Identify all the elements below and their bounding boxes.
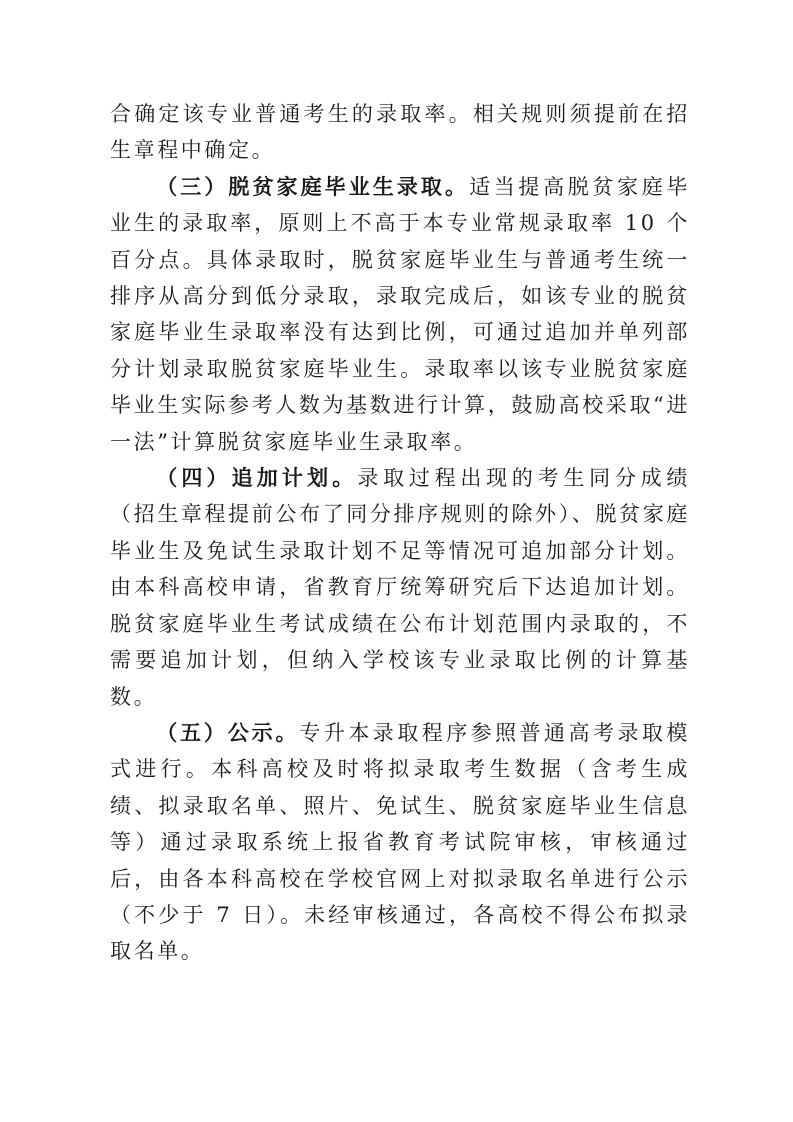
paragraph-text: 专升本录取程序参照普通高考录取模式进行。本科高校及时将拟录取考生数据（含考生成绩、拟录取名单、照片、免试生、脱贫家庭毕业生信息等）通过录取系统上报省教育考试院审核，审核通过后，由各本科高校在学校官网上对拟录取名单进行公示（不少于 7 日）。未经审核通过，各高校不得公布拟录取名单。 <box>110 720 690 964</box>
paragraph-text: 合确定该专业普通考生的录取率。相关规则须提前在招生章程中确定。 <box>110 102 690 163</box>
paragraph-additional-plan <box>110 460 690 715</box>
paragraph-public-notice <box>110 715 690 970</box>
document-body <box>110 96 690 970</box>
section-heading: （五）公示。 <box>156 720 300 745</box>
paragraph-text: 适当提高脱贫家庭毕业生的录取率，原则上不高于本专业常规录取率 10 个百分点。具体录取时，脱贫家庭毕业生与普通考生统一排序从高分到低分录取，录取完成后，如该专业的脱贫家庭毕业生录取率没有达到比例，可通过追加并单列部分计划录取脱贫家庭毕业生。录取率以该专业脱贫家庭毕业生实际参考人数为基数进行计算，鼓励高校采取“进一法”计算脱贫家庭毕业生录取率。 <box>110 174 690 454</box>
paragraph-text: 录取过程出现的考生同分成绩（招生章程提前公布了同分排序规则的除外）、脱贫家庭毕业生及免试生录取计划不足等情况可追加部分计划。由本科高校申请，省教育厅统筹研究后下达追加计划。脱贫家庭毕业生考试成绩在公布计划范围内录取的，不需要追加计划，但纳入学校该专业录取比例的计算基数。 <box>110 466 690 709</box>
paragraph-admission-rate-continued <box>110 96 690 169</box>
section-heading: （四）追加计划。 <box>156 466 358 491</box>
paragraph-poverty-graduates <box>110 169 690 460</box>
section-heading: （三）脱贫家庭毕业生录取。 <box>156 174 470 199</box>
